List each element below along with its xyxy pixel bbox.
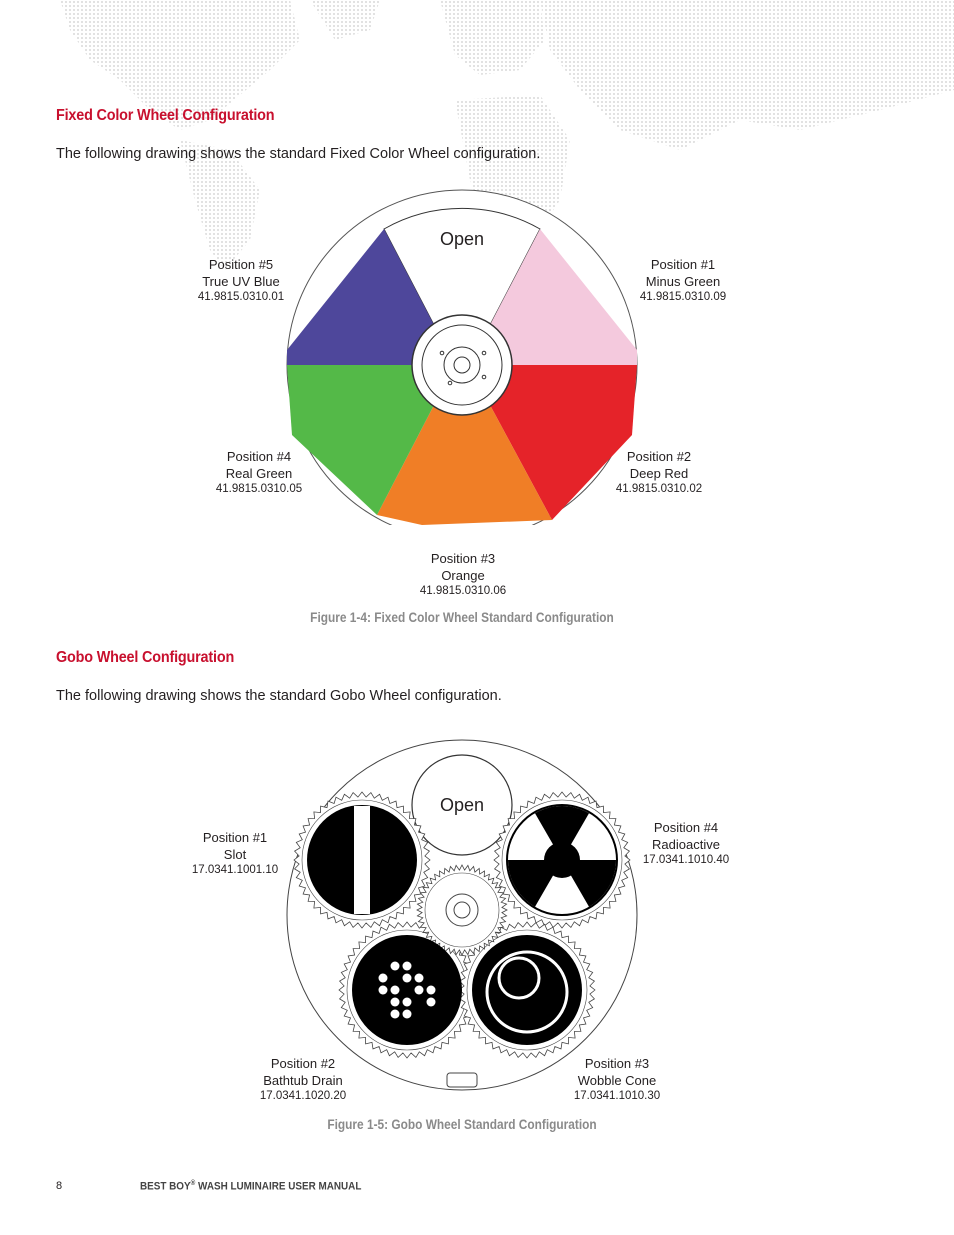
color-position-2-label: Position #2 Deep Red 41.9815.0310.02	[615, 449, 703, 495]
color-position-5-label: Position #5 True UV Blue 41.9815.0310.01	[197, 257, 285, 303]
section-heading-color-wheel: Fixed Color Wheel Configuration	[56, 107, 275, 124]
drain-hole	[415, 986, 424, 995]
hub-center	[454, 357, 470, 373]
section-intro-color-wheel: The following drawing shows the standard Fixed Color Wheel configuration.	[56, 146, 541, 162]
drain-hole	[379, 974, 388, 983]
drain-hole	[415, 974, 424, 983]
page-number: 8	[56, 1180, 63, 1192]
drain-hole	[403, 962, 412, 971]
drain-hole	[391, 998, 400, 1007]
drain-hole	[403, 1010, 412, 1019]
gobo-position-3-label: Position #3 Wobble Cone 17.0341.1010.30	[573, 1056, 661, 1102]
figure-caption-color-wheel: Figure 1-4: Fixed Color Wheel Standard Configuration	[310, 610, 614, 625]
center-hub-inner	[454, 902, 470, 918]
figure-caption-gobo-wheel: Figure 1-5: Gobo Wheel Standard Configuration	[327, 1117, 597, 1132]
section-intro-gobo-wheel: The following drawing shows the standard Gobo Wheel configuration.	[56, 688, 502, 704]
drain-hole	[379, 986, 388, 995]
drain-hole	[427, 986, 436, 995]
gobo-wheel-diagram	[280, 735, 650, 1095]
wheel-clip	[447, 1073, 477, 1087]
color-position-1-label: Position #1 Minus Green 41.9815.0310.09	[639, 257, 727, 303]
gobo-position-4-label: Position #4 Radioactive 17.0341.1010.40	[642, 820, 730, 866]
slot-opening	[354, 806, 370, 914]
drain-hole	[391, 1010, 400, 1019]
footer-manual-title: BEST BOY® WASH LUMINAIRE USER MANUAL	[140, 1180, 362, 1193]
drain-hole	[391, 962, 400, 971]
drain-hole	[403, 998, 412, 1007]
drain-hole	[427, 998, 436, 1007]
gobo-position-2-label: Position #2 Bathtub Drain 17.0341.1020.20	[259, 1056, 347, 1102]
drain-hole	[403, 974, 412, 983]
open-label: Open	[439, 229, 485, 249]
section-heading-gobo-wheel: Gobo Wheel Configuration	[56, 649, 235, 666]
radioactive-center	[544, 842, 580, 878]
drain-hole	[391, 986, 400, 995]
color-position-3-label: Position #3 Orange 41.9815.0310.06	[419, 551, 507, 597]
color-position-4-label: Position #4 Real Green 41.9815.0310.05	[215, 449, 303, 495]
open-label: Open	[439, 795, 485, 815]
bathtub-drain-gobo	[352, 935, 462, 1045]
color-wheel-diagram	[280, 180, 650, 525]
gobo-position-1-label: Position #1 Slot 17.0341.1001.10	[191, 830, 279, 876]
